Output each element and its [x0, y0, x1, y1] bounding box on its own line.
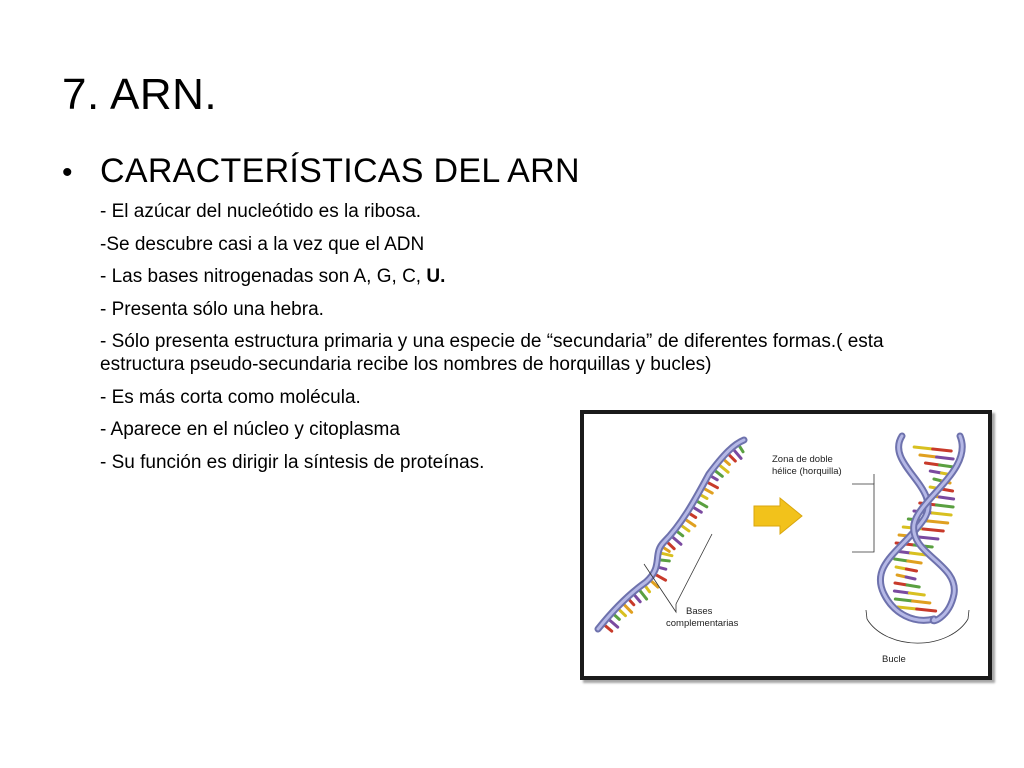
- list-item: - Su función es dirigir la síntesis de proteínas.: [100, 451, 485, 473]
- base-pair: [909, 593, 924, 595]
- base-pair: [896, 567, 906, 569]
- list-item: - Es más corta como molécula.: [100, 386, 361, 408]
- bases-label-1: Bases: [686, 606, 713, 617]
- list-item: -Se descubre casi a la vez que el ADN: [100, 233, 425, 255]
- list-item: - El azúcar del nucleótido es la ribosa.: [100, 201, 422, 222]
- base-pair: [919, 537, 938, 539]
- list-item: - Sólo presenta estructura primaria y una especie de “secundaria” de diferentes formas.( esta estructura pseudo-secundaria recibe los nombres de horquillas y bucles): [100, 331, 884, 375]
- base-pair: [937, 457, 954, 459]
- base-pair: [920, 455, 937, 457]
- base-pair: [906, 577, 915, 579]
- base-pair: [906, 569, 916, 571]
- arrow-icon: [754, 498, 802, 534]
- double-helix-label-1: Zona de doble: [772, 454, 833, 465]
- base-pair: [928, 521, 948, 523]
- base-pair: [940, 465, 954, 467]
- base-pair: [895, 559, 908, 561]
- bases-label-2: complementarias: [666, 618, 739, 629]
- bullet-icon: •: [62, 156, 73, 189]
- loop-tick: [968, 610, 969, 619]
- double-helix-label-2: hélice (horquilla): [772, 466, 842, 477]
- list-item-bold: U.: [426, 266, 446, 287]
- base-pair: [923, 529, 943, 531]
- base-pair: [930, 471, 941, 473]
- helix-bases: [894, 447, 953, 611]
- list-item: - Presenta sólo una hebra.: [100, 298, 324, 320]
- base-pair: [933, 449, 952, 451]
- base-pair: [894, 591, 909, 593]
- rna-figure: [580, 410, 992, 680]
- loop-label: Bucle: [882, 654, 906, 665]
- base-pair: [939, 497, 953, 499]
- callout-line: [644, 564, 676, 612]
- heading-text: CARACTERÍSTICAS DEL ARN: [100, 152, 580, 190]
- base-pair: [914, 447, 933, 449]
- base-pair: [907, 585, 919, 587]
- base-pair: [925, 463, 939, 465]
- loop-tick: [866, 610, 867, 619]
- base-pair: [917, 609, 936, 611]
- base-pair: [898, 607, 917, 609]
- rna-diagram: [584, 414, 988, 676]
- base-pair: [895, 583, 907, 585]
- base-pair: [936, 505, 953, 507]
- base-pair: [908, 561, 921, 563]
- list-item: [100, 265, 930, 288]
- list-item-text: - Las bases nitrogenadas son A, G, C,: [100, 266, 427, 287]
- list-item: - Aparece en el núcleo y citoplasma: [100, 419, 400, 440]
- base-pair: [933, 513, 952, 515]
- base-pair: [895, 599, 912, 601]
- bracket-line: [852, 484, 874, 552]
- base-pair: [913, 601, 930, 603]
- bullet-heading: [62, 152, 580, 191]
- slide-title: 7. ARN.: [62, 70, 218, 119]
